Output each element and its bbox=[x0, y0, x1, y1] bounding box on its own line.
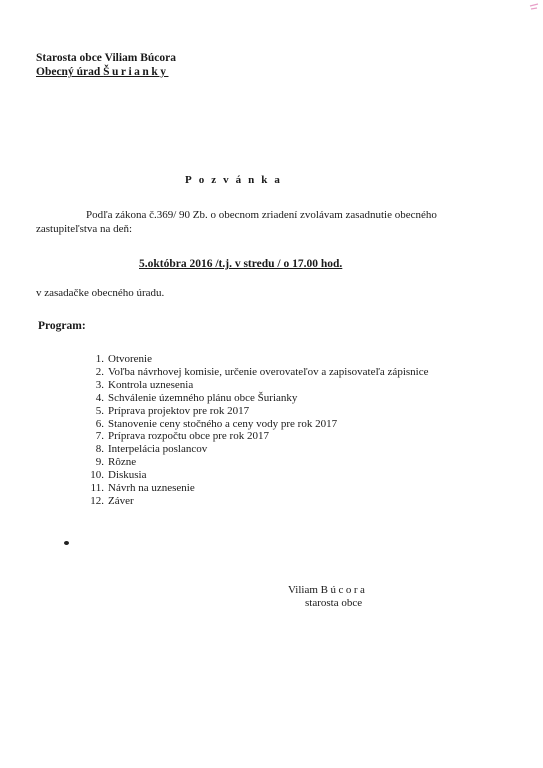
agenda-item bbox=[84, 379, 428, 392]
agenda-item-number: 11. bbox=[90, 482, 104, 495]
intro-line-2: zastupiteľstva na deň: bbox=[36, 223, 133, 235]
agenda-item-text: Voľba návrhovej komisie, určenie overovateľov a zapisovateľa zápisnice bbox=[108, 365, 429, 378]
agenda-item-text: Návrh na uznesenie bbox=[108, 482, 195, 495]
agenda-item-number: 12. bbox=[90, 494, 104, 507]
signature-title: starosta obce bbox=[305, 597, 363, 609]
agenda-item-number: 7. bbox=[95, 430, 104, 443]
signature-name bbox=[288, 584, 367, 596]
meeting-date: 5.októbra 2016 /t.j. v stredu / o 17.00 hod. bbox=[139, 258, 343, 270]
agenda-item-text: Diskusia bbox=[108, 469, 147, 482]
agenda-item-number: 8. bbox=[95, 443, 104, 456]
agenda-item-number: 3. bbox=[95, 378, 104, 391]
program-heading: Program: bbox=[38, 320, 86, 332]
header-office-label: Obecný úrad bbox=[36, 66, 104, 78]
agenda-item-text: Záver bbox=[108, 494, 134, 507]
agenda-item-text: Interpelácia poslancov bbox=[108, 443, 208, 456]
agenda-item bbox=[84, 418, 428, 431]
agenda-item bbox=[84, 469, 428, 482]
agenda-item bbox=[84, 495, 428, 508]
agenda-item-number: 10. bbox=[90, 469, 104, 482]
agenda-item-text: Príprava projektov pre rok 2017 bbox=[108, 404, 250, 417]
agenda-item bbox=[84, 366, 428, 379]
agenda-item-text: Kontrola uznesenia bbox=[108, 378, 194, 391]
corner-pen-mark bbox=[528, 2, 540, 14]
agenda-item-number: 4. bbox=[95, 391, 104, 404]
agenda-item bbox=[84, 392, 428, 405]
agenda-item-number: 9. bbox=[95, 456, 104, 469]
agenda-item-number: 6. bbox=[95, 417, 104, 430]
agenda-list bbox=[84, 353, 428, 508]
meeting-place: v zasadačke obecného úradu. bbox=[36, 287, 165, 299]
agenda-item-text: Stanovenie ceny stočného a ceny vody pre rok 2017 bbox=[108, 417, 338, 430]
agenda-item bbox=[84, 405, 428, 418]
agenda-item bbox=[84, 482, 428, 495]
agenda-item-number: 1. bbox=[95, 353, 104, 365]
agenda-item-text: Otvorenie bbox=[108, 353, 152, 365]
signature-first-name: Viliam bbox=[288, 584, 321, 596]
document-title: Pozvánka bbox=[185, 174, 287, 186]
intro-line-1: Podľa zákona č.369/ 90 Zb. o obecnom zriadení zvolávam zasadnutie obecného bbox=[86, 209, 437, 221]
agenda-item-text: Príprava rozpočtu obce pre rok 2017 bbox=[108, 430, 269, 443]
ink-speck bbox=[64, 541, 69, 545]
agenda-item-number: 2. bbox=[95, 365, 104, 378]
signature-surname: Búcora bbox=[320, 584, 368, 596]
agenda-item bbox=[84, 353, 428, 366]
header-mayor-line: Starosta obce Viliam Búcora bbox=[36, 52, 177, 64]
header-office-line bbox=[36, 66, 168, 78]
agenda-item-number: 5. bbox=[95, 404, 104, 417]
agenda-item bbox=[84, 456, 428, 469]
agenda-item-text: Schválenie územného plánu obce Šurianky bbox=[108, 391, 298, 404]
header-village-name: Šurianky bbox=[103, 66, 169, 78]
agenda-item bbox=[84, 430, 428, 443]
agenda-item bbox=[84, 443, 428, 456]
agenda-item-text: Rôzne bbox=[108, 456, 137, 469]
